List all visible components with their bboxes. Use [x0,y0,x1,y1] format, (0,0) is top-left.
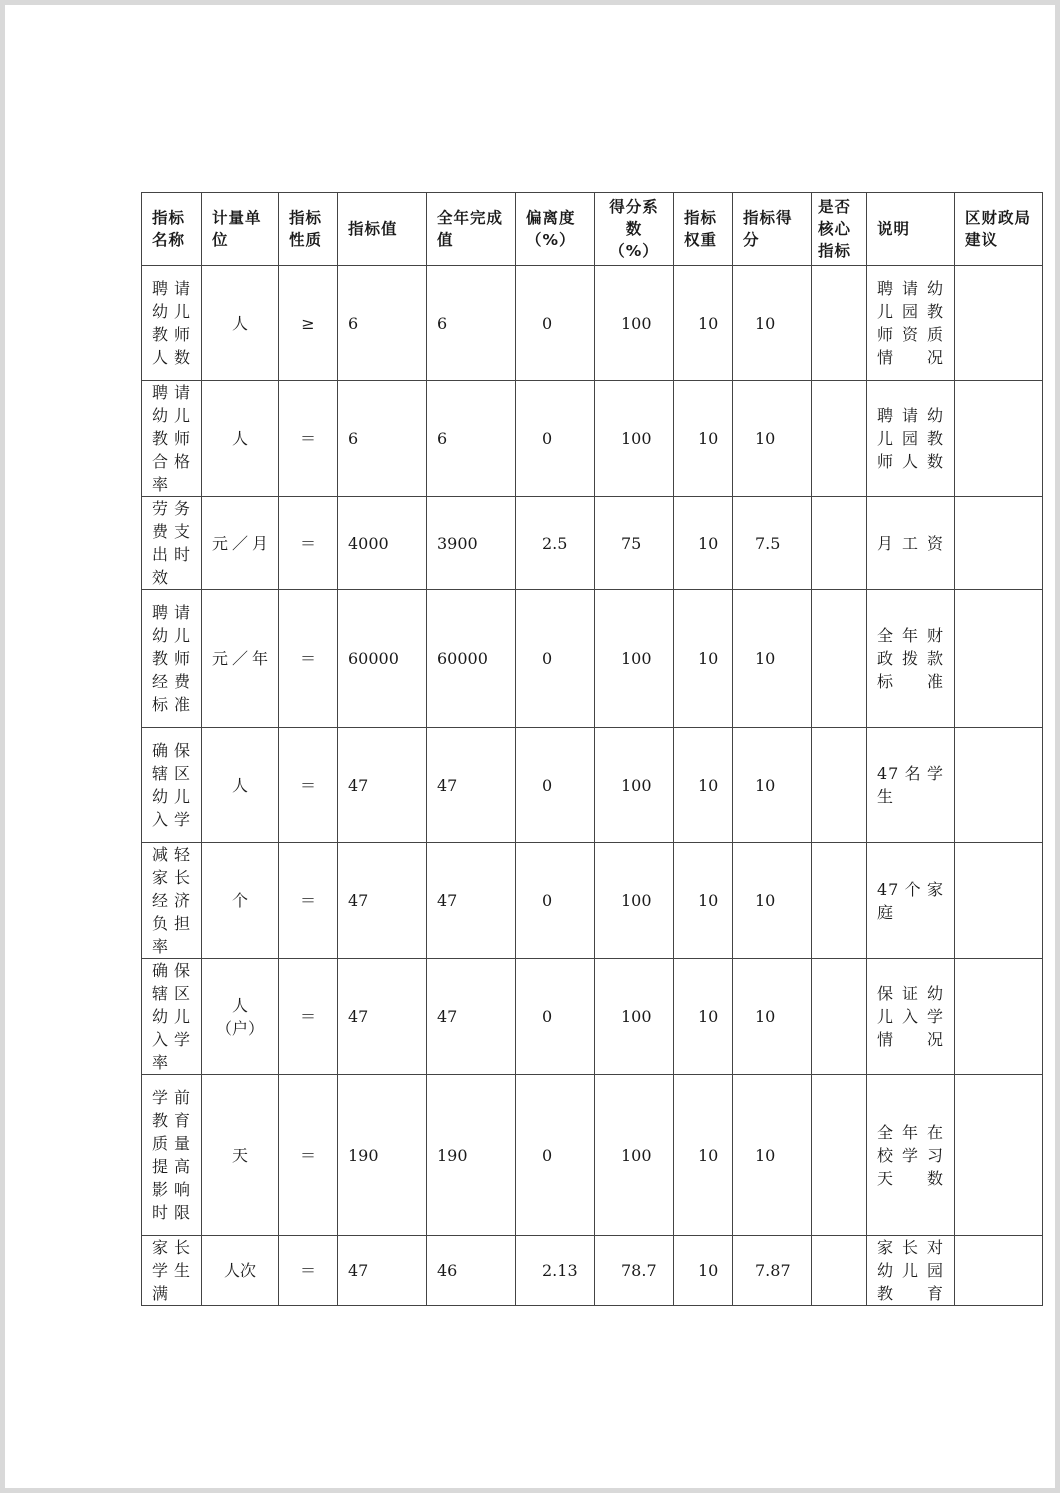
unit-cell: 元／年 [202,590,279,728]
unit-cell: 人次 [202,1236,279,1306]
table-row [142,266,1043,381]
core-indicator-cell [812,843,867,959]
actual-value-cell: 46 [427,1236,516,1306]
target-value-cell: 47 [338,728,427,843]
target-value-cell: 47 [338,843,427,959]
finance-advice-cell [955,1236,1043,1306]
table-row [142,843,1043,959]
score-cell: 7.5 [733,497,812,590]
indicator-name-cell: 确保辖区幼儿入学 [142,728,202,843]
unit-cell: 人 [202,266,279,381]
finance-advice-cell [955,728,1043,843]
indicator-name-cell: 家长学生满 [142,1236,202,1306]
score-cell: 10 [733,728,812,843]
header-score: 指标得分 [733,193,812,266]
score-cell: 10 [733,266,812,381]
score-cell: 10 [733,959,812,1075]
table-row [142,1075,1043,1236]
finance-advice-cell [955,381,1043,497]
core-indicator-cell [812,1236,867,1306]
finance-advice-cell [955,959,1043,1075]
core-indicator-cell [812,959,867,1075]
indicator-name-cell: 学前教育质量提高影响时限 [142,1075,202,1236]
score-coefficient-cell: 100 [595,959,674,1075]
score-coefficient-cell: 100 [595,728,674,843]
actual-value-cell: 190 [427,1075,516,1236]
weight-cell: 10 [674,1075,733,1236]
actual-value-cell: 60000 [427,590,516,728]
target-value-cell: 4000 [338,497,427,590]
score-coefficient-cell: 100 [595,381,674,497]
score-coefficient-cell: 100 [595,590,674,728]
description-cell: 月工资 [867,497,955,590]
table-row [142,959,1043,1075]
score-cell: 10 [733,590,812,728]
score-coefficient-cell: 75 [595,497,674,590]
header-target-value: 指标值 [338,193,427,266]
weight-cell: 10 [674,959,733,1075]
header-row [142,193,1043,266]
weight-cell: 10 [674,590,733,728]
deviation-cell: 0 [516,843,595,959]
finance-advice-cell [955,266,1043,381]
unit-cell: 人 [202,381,279,497]
target-value-cell: 60000 [338,590,427,728]
deviation-cell: 0 [516,959,595,1075]
table-body [142,266,1043,1306]
finance-advice-cell [955,497,1043,590]
unit-cell: 人 [202,728,279,843]
actual-value-cell: 47 [427,959,516,1075]
score-coefficient-cell: 100 [595,843,674,959]
actual-value-cell: 47 [427,843,516,959]
description-cell: 家长对幼儿园教育 [867,1236,955,1306]
weight-cell: 10 [674,266,733,381]
nature-cell: ＝ [279,1075,338,1236]
deviation-cell: 2.13 [516,1236,595,1306]
actual-value-cell: 6 [427,266,516,381]
target-value-cell: 6 [338,381,427,497]
score-cell: 10 [733,381,812,497]
description-cell: 聘请幼儿园教师资质情况 [867,266,955,381]
indicator-name-cell: 聘请幼儿教师经费标准 [142,590,202,728]
deviation-cell: 2.5 [516,497,595,590]
target-value-cell: 47 [338,959,427,1075]
performance-indicator-table [141,192,1043,1306]
description-cell: 47名学生 [867,728,955,843]
indicator-name-cell: 确保辖区幼儿入学率 [142,959,202,1075]
weight-cell: 10 [674,381,733,497]
target-value-cell: 190 [338,1075,427,1236]
indicator-name-cell: 聘请幼儿教师合格率 [142,381,202,497]
header-core-indicator: 是否核心指标 [812,193,867,266]
header-finance-advice: 区财政局建议 [955,193,1043,266]
finance-advice-cell [955,1075,1043,1236]
table-row [142,381,1043,497]
score-cell: 10 [733,843,812,959]
weight-cell: 10 [674,497,733,590]
actual-value-cell: 6 [427,381,516,497]
header-actual-value: 全年完成值 [427,193,516,266]
deviation-cell: 0 [516,381,595,497]
header-deviation: 偏离度（%） [516,193,595,266]
weight-cell: 10 [674,1236,733,1306]
deviation-cell: 0 [516,1075,595,1236]
nature-cell: ＝ [279,497,338,590]
description-cell: 全年财政拨款标准 [867,590,955,728]
nature-cell: ＝ [279,959,338,1075]
target-value-cell: 47 [338,1236,427,1306]
score-cell: 10 [733,1075,812,1236]
description-cell: 全年在校学习天数 [867,1075,955,1236]
nature-cell: ≥ [279,266,338,381]
indicator-name-cell: 聘请幼儿教师人数 [142,266,202,381]
nature-cell: ＝ [279,590,338,728]
header-weight: 指标权重 [674,193,733,266]
actual-value-cell: 47 [427,728,516,843]
core-indicator-cell [812,381,867,497]
core-indicator-cell [812,497,867,590]
header-description: 说明 [867,193,955,266]
table-row [142,728,1043,843]
unit-cell: 天 [202,1075,279,1236]
finance-advice-cell [955,590,1043,728]
table-row [142,1236,1043,1306]
nature-cell: ＝ [279,1236,338,1306]
header-unit: 计量单位 [202,193,279,266]
score-coefficient-cell: 100 [595,1075,674,1236]
target-value-cell: 6 [338,266,427,381]
table-row [142,497,1043,590]
score-coefficient-cell: 78.7 [595,1236,674,1306]
weight-cell: 10 [674,843,733,959]
header-indicator-name: 指标名称 [142,193,202,266]
deviation-cell: 0 [516,590,595,728]
indicator-name-cell: 减轻家长经济负担率 [142,843,202,959]
table-row [142,590,1043,728]
score-cell: 7.87 [733,1236,812,1306]
unit-cell: 个 [202,843,279,959]
deviation-cell: 0 [516,266,595,381]
unit-cell: 元／月 [202,497,279,590]
core-indicator-cell [812,728,867,843]
document-page [5,5,1055,1488]
nature-cell: ＝ [279,381,338,497]
description-cell: 聘请幼儿园教师人数 [867,381,955,497]
nature-cell: ＝ [279,843,338,959]
core-indicator-cell [812,590,867,728]
core-indicator-cell [812,266,867,381]
weight-cell: 10 [674,728,733,843]
unit-cell: 人（户） [202,959,279,1075]
header-score-coefficient: 得分系数（%） [595,193,674,266]
nature-cell: ＝ [279,728,338,843]
description-cell: 保证幼儿入学情况 [867,959,955,1075]
score-coefficient-cell: 100 [595,266,674,381]
finance-advice-cell [955,843,1043,959]
deviation-cell: 0 [516,728,595,843]
description-cell: 47个家庭 [867,843,955,959]
actual-value-cell: 3900 [427,497,516,590]
header-nature: 指标性质 [279,193,338,266]
indicator-name-cell: 劳务费支出时效 [142,497,202,590]
core-indicator-cell [812,1075,867,1236]
